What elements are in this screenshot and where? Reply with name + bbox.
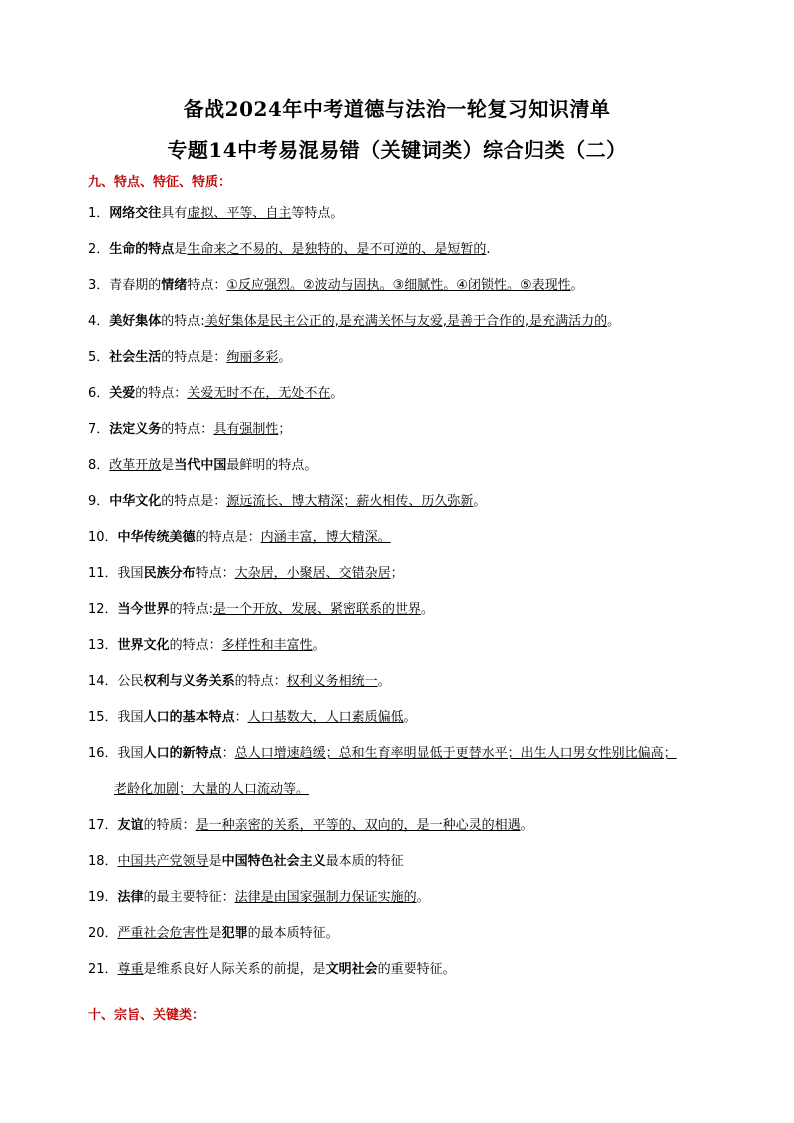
key-answer: 人口基数大，人口素质偏低 (247, 710, 404, 725)
item-number: 19． (88, 890, 118, 905)
keyword: 法定义务 (109, 422, 162, 437)
item-text: 。 (473, 494, 487, 509)
item-text: 。 (420, 602, 434, 617)
list-item (88, 529, 391, 547)
list-item (88, 637, 326, 655)
item-text: 我国 (117, 746, 144, 761)
item-text: 等特点。 (291, 206, 344, 221)
item-text: 特点： (187, 278, 227, 293)
keyword: 人口的新特点 (143, 746, 222, 761)
item-number: 14． (88, 674, 118, 689)
item-text: 的重要特征。 (377, 962, 456, 977)
item-text: 青春期的 (109, 278, 162, 293)
item-text: ； (278, 422, 292, 437)
keyword: 权利与义务关系 (143, 674, 235, 689)
key-answer: 是一个开放、发展、紧密联系的世界 (212, 602, 421, 617)
key-answer: 绚丽多彩 (226, 350, 279, 365)
item-text: 。 (416, 890, 430, 905)
item-text: 的最本质特征。 (247, 926, 339, 941)
keyword: 民族分布 (143, 566, 196, 581)
keyword: 中华传统美德 (117, 530, 196, 545)
list-item (88, 349, 291, 367)
key-answer: 尊重 (117, 962, 144, 977)
item-number: 10． (88, 530, 118, 545)
section-heading-10: 十、宗旨、关键类： (88, 1008, 206, 1023)
item-number: 20． (88, 926, 118, 941)
item-number: 9． (88, 494, 110, 509)
document-subtitle: 专题14中考易混易错（关键词类）综合归类（二） (167, 138, 627, 162)
key-answer: 生命来之不易的、是独特的、是不可逆的、是短暂的 (187, 242, 487, 257)
key-answer: 严重社会危害性 (117, 926, 209, 941)
list-item (88, 817, 534, 835)
item-text: 的特点是： (195, 530, 261, 545)
keyword: 情绪 (161, 278, 188, 293)
list-item (88, 673, 391, 691)
key-answer: 多样性和丰富性 (221, 638, 313, 653)
list-item (88, 925, 339, 943)
item-text: 具有 (161, 206, 188, 221)
list-item (88, 385, 343, 403)
item-text: 是 (208, 926, 222, 941)
key-answer: 改革开放 (109, 458, 162, 473)
key-answer: 法律是由国家强制力保证实施的 (234, 890, 417, 905)
item-number: 21． (88, 962, 118, 977)
item-text: 是 (174, 242, 188, 257)
list-item (88, 313, 620, 331)
keyword: 中华文化 (109, 494, 162, 509)
item-text: 。 (377, 674, 391, 689)
item-number: 1． (88, 206, 110, 221)
item-text: 。 (278, 350, 292, 365)
keyword: 犯罪 (221, 926, 248, 941)
item-text: 的特点： (135, 386, 188, 401)
item-number: 6． (88, 386, 110, 401)
item-text: 的特点是： (161, 350, 227, 365)
item-text: 的特点: (169, 602, 213, 617)
keyword: 中国特色社会主义 (221, 854, 326, 869)
section-heading-9: 九、特点、特征、特质： (88, 175, 232, 190)
item-text: 。 (330, 386, 344, 401)
keyword: 关爱 (109, 386, 136, 401)
keyword: 生命的特点 (109, 242, 175, 257)
key-answer: 中国共产党领导 (117, 854, 209, 869)
item-number: 5． (88, 350, 110, 365)
item-text: ； (390, 566, 404, 581)
item-text: 的最主要特征： (143, 890, 235, 905)
key-answer: 老龄化加剧；大量的人口流动等。 (114, 782, 310, 797)
item-text: 的特点： (234, 674, 287, 689)
item-text: 是维系良好人际关系的前提，是 (143, 962, 326, 977)
item-number: 7． (88, 422, 110, 437)
key-answer: 美好集体是民主公正的,是充满关怀与友爱,是善于合作的,是充满活力的 (204, 314, 608, 329)
item-number: 18． (88, 854, 118, 869)
item-number: 3． (88, 278, 110, 293)
item-number: 17． (88, 818, 118, 833)
keyword: 人口的基本特点 (143, 710, 235, 725)
list-item (88, 241, 490, 259)
list-item (88, 961, 456, 979)
list-item (88, 745, 677, 763)
key-answer: 具有强制性 (213, 422, 279, 437)
item-text: 最本质的特征 (325, 854, 404, 869)
item-number: 12． (88, 602, 118, 617)
item-text: 是 (208, 854, 222, 869)
item-text: 我国 (117, 710, 144, 725)
key-answer: 虚拟、平等、自主 (187, 206, 292, 221)
list-item (88, 205, 343, 223)
list-item (88, 277, 584, 295)
item-number: 16． (88, 746, 118, 761)
keyword: 世界文化 (117, 638, 170, 653)
item-text: 。 (312, 638, 326, 653)
list-item (88, 493, 486, 511)
item-number: 13． (88, 638, 118, 653)
list-item (88, 421, 291, 439)
list-item (88, 565, 404, 583)
item-text: ： (221, 746, 235, 761)
item-text: 特点： (195, 566, 235, 581)
item-text: 。 (520, 818, 534, 833)
item-number: 15． (88, 710, 118, 725)
item-number: 4． (88, 314, 110, 329)
item-text: 的特质： (143, 818, 196, 833)
list-item (88, 709, 417, 727)
keyword: 美好集体 (109, 314, 162, 329)
item-text: 的特点: (161, 314, 205, 329)
keyword: 当今世界 (117, 602, 170, 617)
item-text: 是 (161, 458, 175, 473)
item-text: 。 (607, 314, 621, 329)
keyword: 当代中国 (174, 458, 227, 473)
keyword: 法律 (117, 890, 144, 905)
keyword: 社会生活 (109, 350, 162, 365)
item-text: 的特点： (161, 422, 214, 437)
item-text: . (486, 242, 491, 257)
list-item (88, 853, 404, 871)
item-text: 最鲜明的特点。 (226, 458, 318, 473)
item-text: 的特点： (169, 638, 222, 653)
item-text: 的特点是： (161, 494, 227, 509)
item-text: 。 (570, 278, 584, 293)
key-answer: 源远流长、博大精深；薪火相传、历久弥新 (226, 494, 474, 509)
keyword: 网络交往 (109, 206, 162, 221)
key-answer: 大杂居，小聚居、交错杂居 (234, 566, 391, 581)
key-answer: 是一种亲密的关系，平等的、双向的，是一种心灵的相遇 (195, 818, 521, 833)
item-number: 2． (88, 242, 110, 257)
document-title: 备战2024年中考道德与法治一轮复习知识清单 (183, 97, 611, 121)
list-item (88, 457, 317, 475)
keyword: 文明社会 (325, 962, 378, 977)
item-text: 我国 (117, 566, 144, 581)
list-item (88, 889, 430, 907)
item-text: 。 (403, 710, 417, 725)
item-text: 公民 (117, 674, 144, 689)
key-answer: 权利义务相统一 (286, 674, 378, 689)
key-answer: 总人口增速趋缓；总和生育率明显低于更替水平；出生人口男女性别比偏高； (234, 746, 677, 761)
item-number: 11． (88, 566, 118, 581)
item-number: 8． (88, 458, 110, 473)
item-text: ： (234, 710, 248, 725)
list-item-continuation (114, 781, 309, 799)
key-answer: 关爱无时不在，无处不在 (187, 386, 331, 401)
list-item (88, 601, 434, 619)
keyword: 友谊 (117, 818, 144, 833)
key-answer: 内涵丰富，博大精深。 (260, 530, 391, 545)
key-answer: ①反应强烈。②波动与固执。③细腻性。④闭锁性。⑤表现性 (226, 278, 571, 293)
